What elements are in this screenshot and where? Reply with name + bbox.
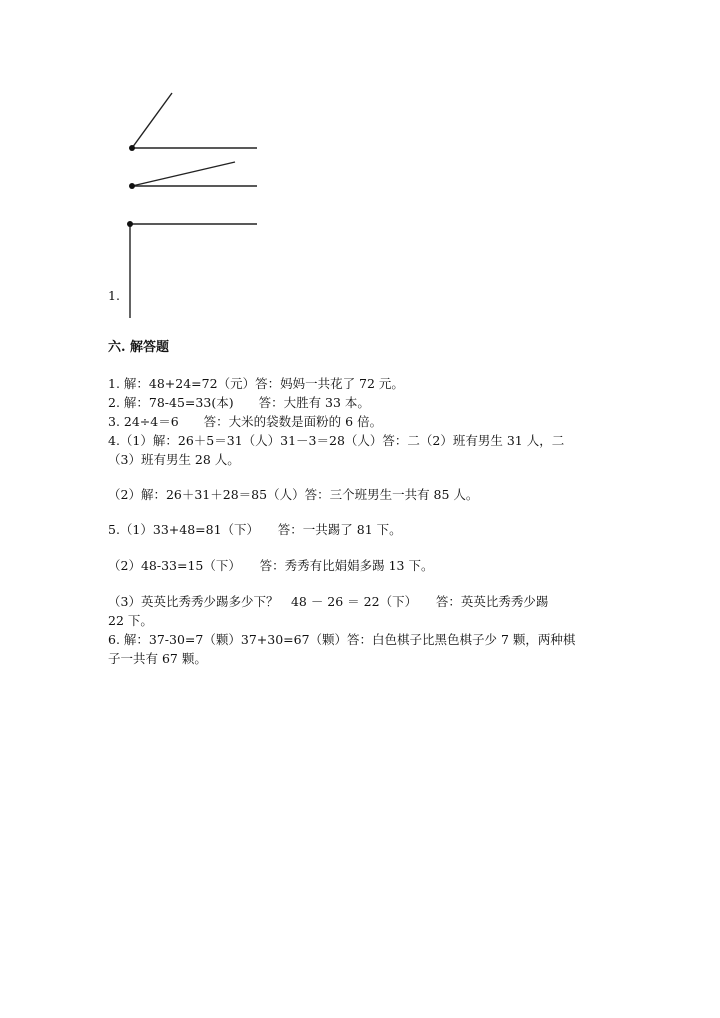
answer-6-line-1: 6. 解：37-30=7（颗）37+30=67（颗）答：白色棋子比黑色棋子少 7 颗，两种棋 xyxy=(108,632,576,647)
answer-5-part-1: 5.（1）33+48=81（下） 答：一共踢了 81 下。 xyxy=(108,522,402,537)
angle3-vertex xyxy=(127,221,133,227)
answer-4-line-2: （3）班有男生 28 人。 xyxy=(108,452,240,467)
answer-5-part-3-line-2: 22 下。 xyxy=(108,613,153,628)
angle2-vertex xyxy=(129,183,135,189)
angle-figure xyxy=(100,86,270,326)
answer-4-line-1: 4.（1）解：26＋5＝31（人）31－3＝28（人）答：二（2）班有男生 31 人，二 xyxy=(108,433,565,448)
answer-4-part-2: （2）解：26＋31＋28＝85（人）答：三个班男生一共有 85 人。 xyxy=(108,487,479,502)
answer-5-part-2: （2）48-33=15（下） 答：秀秀有比娟娟多踢 13 下。 xyxy=(108,558,434,573)
answer-1: 1. 解：48+24=72（元）答：妈妈一共花了 72 元。 xyxy=(108,376,404,391)
answer-2: 2. 解：78-45=33(本) 答：大胜有 33 本。 xyxy=(108,395,370,410)
answer-5-part-3-line-1: （3）英英比秀秀少踢多少下？ 48 － 26 ＝ 22（下） 答：英英比秀秀少踢 xyxy=(108,594,549,609)
angle2-ray-slanted xyxy=(132,162,235,186)
angle1-vertex xyxy=(129,145,135,151)
figure-label: 1. xyxy=(108,288,120,303)
angle1-ray-slanted xyxy=(132,93,172,148)
answer-3: 3. 24÷4＝6 答：大米的袋数是面粉的 6 倍。 xyxy=(108,414,383,429)
section-title: 六. 解答题 xyxy=(108,340,170,355)
answer-6-line-2: 子一共有 67 颗。 xyxy=(108,651,207,666)
